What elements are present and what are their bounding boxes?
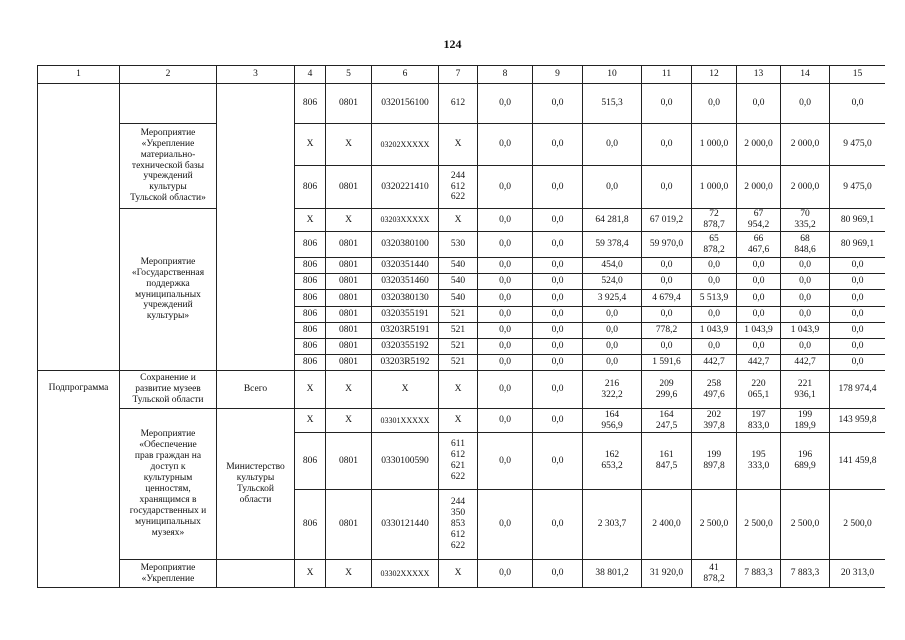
cell: 199 897,8 [692, 433, 737, 490]
cell: Х [295, 560, 326, 588]
cell: 0,0 [533, 290, 583, 307]
cell: 442,7 [781, 355, 830, 371]
cell: 2 500,0 [737, 490, 781, 560]
cell: 806 [295, 355, 326, 371]
header-cell: 15 [830, 66, 886, 84]
cell: 03203R5192 [372, 355, 439, 371]
cell: 0,0 [830, 274, 886, 290]
cell: 0,0 [478, 355, 533, 371]
cell: 1 000,0 [692, 166, 737, 209]
page-number: 124 [443, 37, 462, 51]
subprogram-label-cell: Подпрограмма [38, 371, 120, 588]
cell: 515,3 [583, 84, 642, 124]
cell: 0,0 [583, 323, 642, 339]
cell: 442,7 [737, 355, 781, 371]
cell: 0,0 [781, 307, 830, 323]
cell: 0,0 [478, 560, 533, 588]
cell: 0,0 [478, 290, 533, 307]
empty-cell [217, 84, 295, 371]
cell: 68 848,6 [781, 232, 830, 258]
cell: Х [372, 371, 439, 409]
empty-cell [38, 84, 120, 371]
activity-name-cell: Мероприятие «Обеспечение прав граждан на доступ к культурным ценностям, хранящимся в государственных и муниципальных музеях» [120, 409, 217, 560]
cell: 0,0 [478, 371, 533, 409]
cell: 244 612 622 [439, 166, 478, 209]
cell: 0,0 [533, 433, 583, 490]
cell: Х [295, 209, 326, 232]
empty-cell [217, 560, 295, 588]
table-row [38, 409, 886, 433]
cell: 0,0 [642, 124, 692, 166]
cell: 7 883,3 [781, 560, 830, 588]
cell: 141 459,8 [830, 433, 886, 490]
cell: 0320355192 [372, 339, 439, 355]
cell: 1 591,6 [642, 355, 692, 371]
cell: 778,2 [642, 323, 692, 339]
cell: 806 [295, 274, 326, 290]
cell: 0,0 [642, 84, 692, 124]
cell: 0801 [326, 290, 372, 307]
cell: 2 000,0 [737, 124, 781, 166]
cell: 0,0 [692, 84, 737, 124]
cell: 0801 [326, 339, 372, 355]
cell: 0,0 [583, 307, 642, 323]
cell: 0,0 [830, 258, 886, 274]
cell: 0,0 [781, 274, 830, 290]
cell: 0330100590 [372, 433, 439, 490]
activity-name-cell: Мероприятие «Укрепление материально- технической базы учреждений культуры Тульской области» [120, 124, 217, 209]
cell: 540 [439, 274, 478, 290]
cell: 0320351440 [372, 258, 439, 274]
budget-table [37, 65, 885, 588]
cell: 2 303,7 [583, 490, 642, 560]
cell: 0320380130 [372, 290, 439, 307]
cell: 0320355191 [372, 307, 439, 323]
cell: 0,0 [533, 307, 583, 323]
cell: 244 350 853 612 622 [439, 490, 478, 560]
cell: 524,0 [583, 274, 642, 290]
cell: 03302ХХХХХ [372, 560, 439, 588]
activity-name-cell: Мероприятие «Укрепление [120, 560, 217, 588]
cell: 454,0 [583, 258, 642, 274]
cell: 1 000,0 [692, 124, 737, 166]
cell: 7 883,3 [737, 560, 781, 588]
cell: 0,0 [583, 339, 642, 355]
cell: 540 [439, 290, 478, 307]
cell: 0,0 [478, 166, 533, 209]
cell: 521 [439, 307, 478, 323]
cell: 0,0 [583, 124, 642, 166]
cell: 0,0 [533, 490, 583, 560]
cell: 1 043,9 [781, 323, 830, 339]
cell: 0,0 [533, 124, 583, 166]
cell: 0,0 [533, 232, 583, 258]
header-cell: 12 [692, 66, 737, 84]
cell: 611 612 621 622 [439, 433, 478, 490]
cell: 0,0 [781, 84, 830, 124]
cell: 258 497,6 [692, 371, 737, 409]
cell: 806 [295, 490, 326, 560]
cell: 442,7 [692, 355, 737, 371]
header-cell: 14 [781, 66, 830, 84]
cell: 0,0 [642, 307, 692, 323]
cell: 67 019,2 [642, 209, 692, 232]
cell: 9 475,0 [830, 166, 886, 209]
cell: 0320221410 [372, 166, 439, 209]
cell: 2 500,0 [692, 490, 737, 560]
cell: Х [326, 371, 372, 409]
cell: 0,0 [737, 290, 781, 307]
cell: 4 679,4 [642, 290, 692, 307]
cell: 0,0 [583, 166, 642, 209]
cell: 164 956,9 [583, 409, 642, 433]
cell: 197 833,0 [737, 409, 781, 433]
header-cell: 9 [533, 66, 583, 84]
cell: 0,0 [478, 339, 533, 355]
cell: 0,0 [830, 290, 886, 307]
cell: 0,0 [830, 307, 886, 323]
header-cell: 3 [217, 66, 295, 84]
cell: Х [295, 371, 326, 409]
cell: 0,0 [533, 355, 583, 371]
cell: 0320156100 [372, 84, 439, 124]
cell: 0,0 [830, 84, 886, 124]
header-cell: 10 [583, 66, 642, 84]
cell: 178 974,4 [830, 371, 886, 409]
cell: 0,0 [478, 124, 533, 166]
cell: 0320351460 [372, 274, 439, 290]
cell: 164 247,5 [642, 409, 692, 433]
header-cell: 11 [642, 66, 692, 84]
cell: 80 969,1 [830, 209, 886, 232]
cell: 64 281,8 [583, 209, 642, 232]
cell: 0801 [326, 433, 372, 490]
cell: 806 [295, 232, 326, 258]
table-row [38, 124, 886, 166]
cell: 0,0 [781, 339, 830, 355]
cell: 0,0 [737, 258, 781, 274]
cell: 03203R5191 [372, 323, 439, 339]
cell: 0,0 [478, 490, 533, 560]
cell: 2 400,0 [642, 490, 692, 560]
cell: 0320380100 [372, 232, 439, 258]
cell: 521 [439, 355, 478, 371]
cell: 5 513,9 [692, 290, 737, 307]
table-row [38, 560, 886, 588]
cell: 0330121440 [372, 490, 439, 560]
cell: 41 878,2 [692, 560, 737, 588]
cell: 0801 [326, 490, 372, 560]
cell: 806 [295, 290, 326, 307]
cell: 0801 [326, 323, 372, 339]
cell: 0,0 [478, 258, 533, 274]
cell: 3 925,4 [583, 290, 642, 307]
header-cell: 6 [372, 66, 439, 84]
cell: 0801 [326, 355, 372, 371]
cell: Х [326, 560, 372, 588]
cell: 0,0 [478, 274, 533, 290]
cell: 0,0 [737, 274, 781, 290]
empty-cell [120, 84, 217, 124]
cell: Х [326, 409, 372, 433]
cell: 1 043,9 [737, 323, 781, 339]
cell: 20 313,0 [830, 560, 886, 588]
cell: 0,0 [642, 339, 692, 355]
cell: 0,0 [830, 355, 886, 371]
cell: 9 475,0 [830, 124, 886, 166]
cell: 0,0 [478, 409, 533, 433]
cell: 0,0 [692, 339, 737, 355]
cell: 2 000,0 [781, 166, 830, 209]
cell: 0,0 [478, 84, 533, 124]
cell: 199 189,9 [781, 409, 830, 433]
cell: 0,0 [533, 209, 583, 232]
table-row [38, 371, 886, 409]
cell: 806 [295, 323, 326, 339]
cell: 209 299,6 [642, 371, 692, 409]
cell: Х [439, 371, 478, 409]
cell: 806 [295, 166, 326, 209]
executor-cell: Министерство культуры Тульской области [217, 409, 295, 560]
cell: 806 [295, 84, 326, 124]
cell: 806 [295, 433, 326, 490]
cell: 0,0 [781, 258, 830, 274]
total-label-cell: Всего [217, 371, 295, 409]
cell: 0,0 [478, 323, 533, 339]
table-row [38, 209, 886, 232]
header-cell: 8 [478, 66, 533, 84]
cell: 03203ХХХХХ [372, 209, 439, 232]
cell: 0,0 [781, 290, 830, 307]
cell: Х [439, 409, 478, 433]
table-row [38, 84, 886, 124]
cell: 0,0 [692, 258, 737, 274]
cell: 0801 [326, 84, 372, 124]
cell: 0,0 [533, 339, 583, 355]
cell: 0801 [326, 258, 372, 274]
cell: Х [439, 209, 478, 232]
activity-name-cell: Мероприятие «Государственная поддержка муниципальных учреждений культуры» [120, 209, 217, 371]
cell: 0,0 [533, 371, 583, 409]
cell: 59 970,0 [642, 232, 692, 258]
cell: 0,0 [478, 433, 533, 490]
header-cell: 13 [737, 66, 781, 84]
cell: 0,0 [642, 258, 692, 274]
cell: 70 335,2 [781, 209, 830, 232]
cell: 2 000,0 [737, 166, 781, 209]
cell: 195 333,0 [737, 433, 781, 490]
budget-table-sheet [37, 65, 885, 597]
cell: 0,0 [533, 258, 583, 274]
cell: 0,0 [533, 560, 583, 588]
cell: 03202ХХХХХ [372, 124, 439, 166]
cell: 38 801,2 [583, 560, 642, 588]
cell: 0,0 [533, 166, 583, 209]
header-cell: 2 [120, 66, 217, 84]
cell: 0801 [326, 166, 372, 209]
cell: 0801 [326, 232, 372, 258]
cell: 31 920,0 [642, 560, 692, 588]
cell: Х [295, 124, 326, 166]
cell: 521 [439, 339, 478, 355]
cell: 216 322,2 [583, 371, 642, 409]
cell: Х [439, 560, 478, 588]
cell: 221 936,1 [781, 371, 830, 409]
cell: Х [295, 409, 326, 433]
cell: 72 878,7 [692, 209, 737, 232]
cell: 806 [295, 339, 326, 355]
cell: 0,0 [642, 166, 692, 209]
cell: 0,0 [692, 274, 737, 290]
cell: Х [326, 209, 372, 232]
cell: 67 954,2 [737, 209, 781, 232]
cell: 0801 [326, 307, 372, 323]
cell: 806 [295, 258, 326, 274]
cell: 161 847,5 [642, 433, 692, 490]
cell: 0,0 [830, 323, 886, 339]
cell: 0,0 [533, 323, 583, 339]
cell: 2 500,0 [830, 490, 886, 560]
cell: Х [326, 124, 372, 166]
table-header-row [38, 66, 886, 84]
cell: 0,0 [583, 355, 642, 371]
cell: 2 500,0 [781, 490, 830, 560]
cell: 0,0 [478, 209, 533, 232]
header-cell: 5 [326, 66, 372, 84]
cell: 65 878,2 [692, 232, 737, 258]
cell: 806 [295, 307, 326, 323]
cell: 0,0 [830, 339, 886, 355]
cell: 0,0 [737, 339, 781, 355]
cell: 612 [439, 84, 478, 124]
subprogram-name-cell: Сохранение и развитие музеев Тульской области [120, 371, 217, 409]
cell: 0,0 [737, 84, 781, 124]
cell: 80 969,1 [830, 232, 886, 258]
header-cell: 7 [439, 66, 478, 84]
header-cell: 4 [295, 66, 326, 84]
cell: 540 [439, 258, 478, 274]
cell: 03301ХХХХХ [372, 409, 439, 433]
cell: 196 689,9 [781, 433, 830, 490]
cell: 143 959,8 [830, 409, 886, 433]
cell: 202 397,8 [692, 409, 737, 433]
cell: 0,0 [478, 307, 533, 323]
cell: 1 043,9 [692, 323, 737, 339]
cell: 0,0 [642, 274, 692, 290]
cell: 0,0 [533, 409, 583, 433]
cell: 0,0 [533, 84, 583, 124]
cell: 2 000,0 [781, 124, 830, 166]
cell: Х [439, 124, 478, 166]
cell: 521 [439, 323, 478, 339]
cell: 59 378,4 [583, 232, 642, 258]
cell: 0,0 [533, 274, 583, 290]
cell: 0,0 [478, 232, 533, 258]
cell: 162 653,2 [583, 433, 642, 490]
cell: 220 065,1 [737, 371, 781, 409]
cell: 530 [439, 232, 478, 258]
header-cell: 1 [38, 66, 120, 84]
cell: 0801 [326, 274, 372, 290]
cell: 66 467,6 [737, 232, 781, 258]
cell: 0,0 [737, 307, 781, 323]
cell: 0,0 [692, 307, 737, 323]
